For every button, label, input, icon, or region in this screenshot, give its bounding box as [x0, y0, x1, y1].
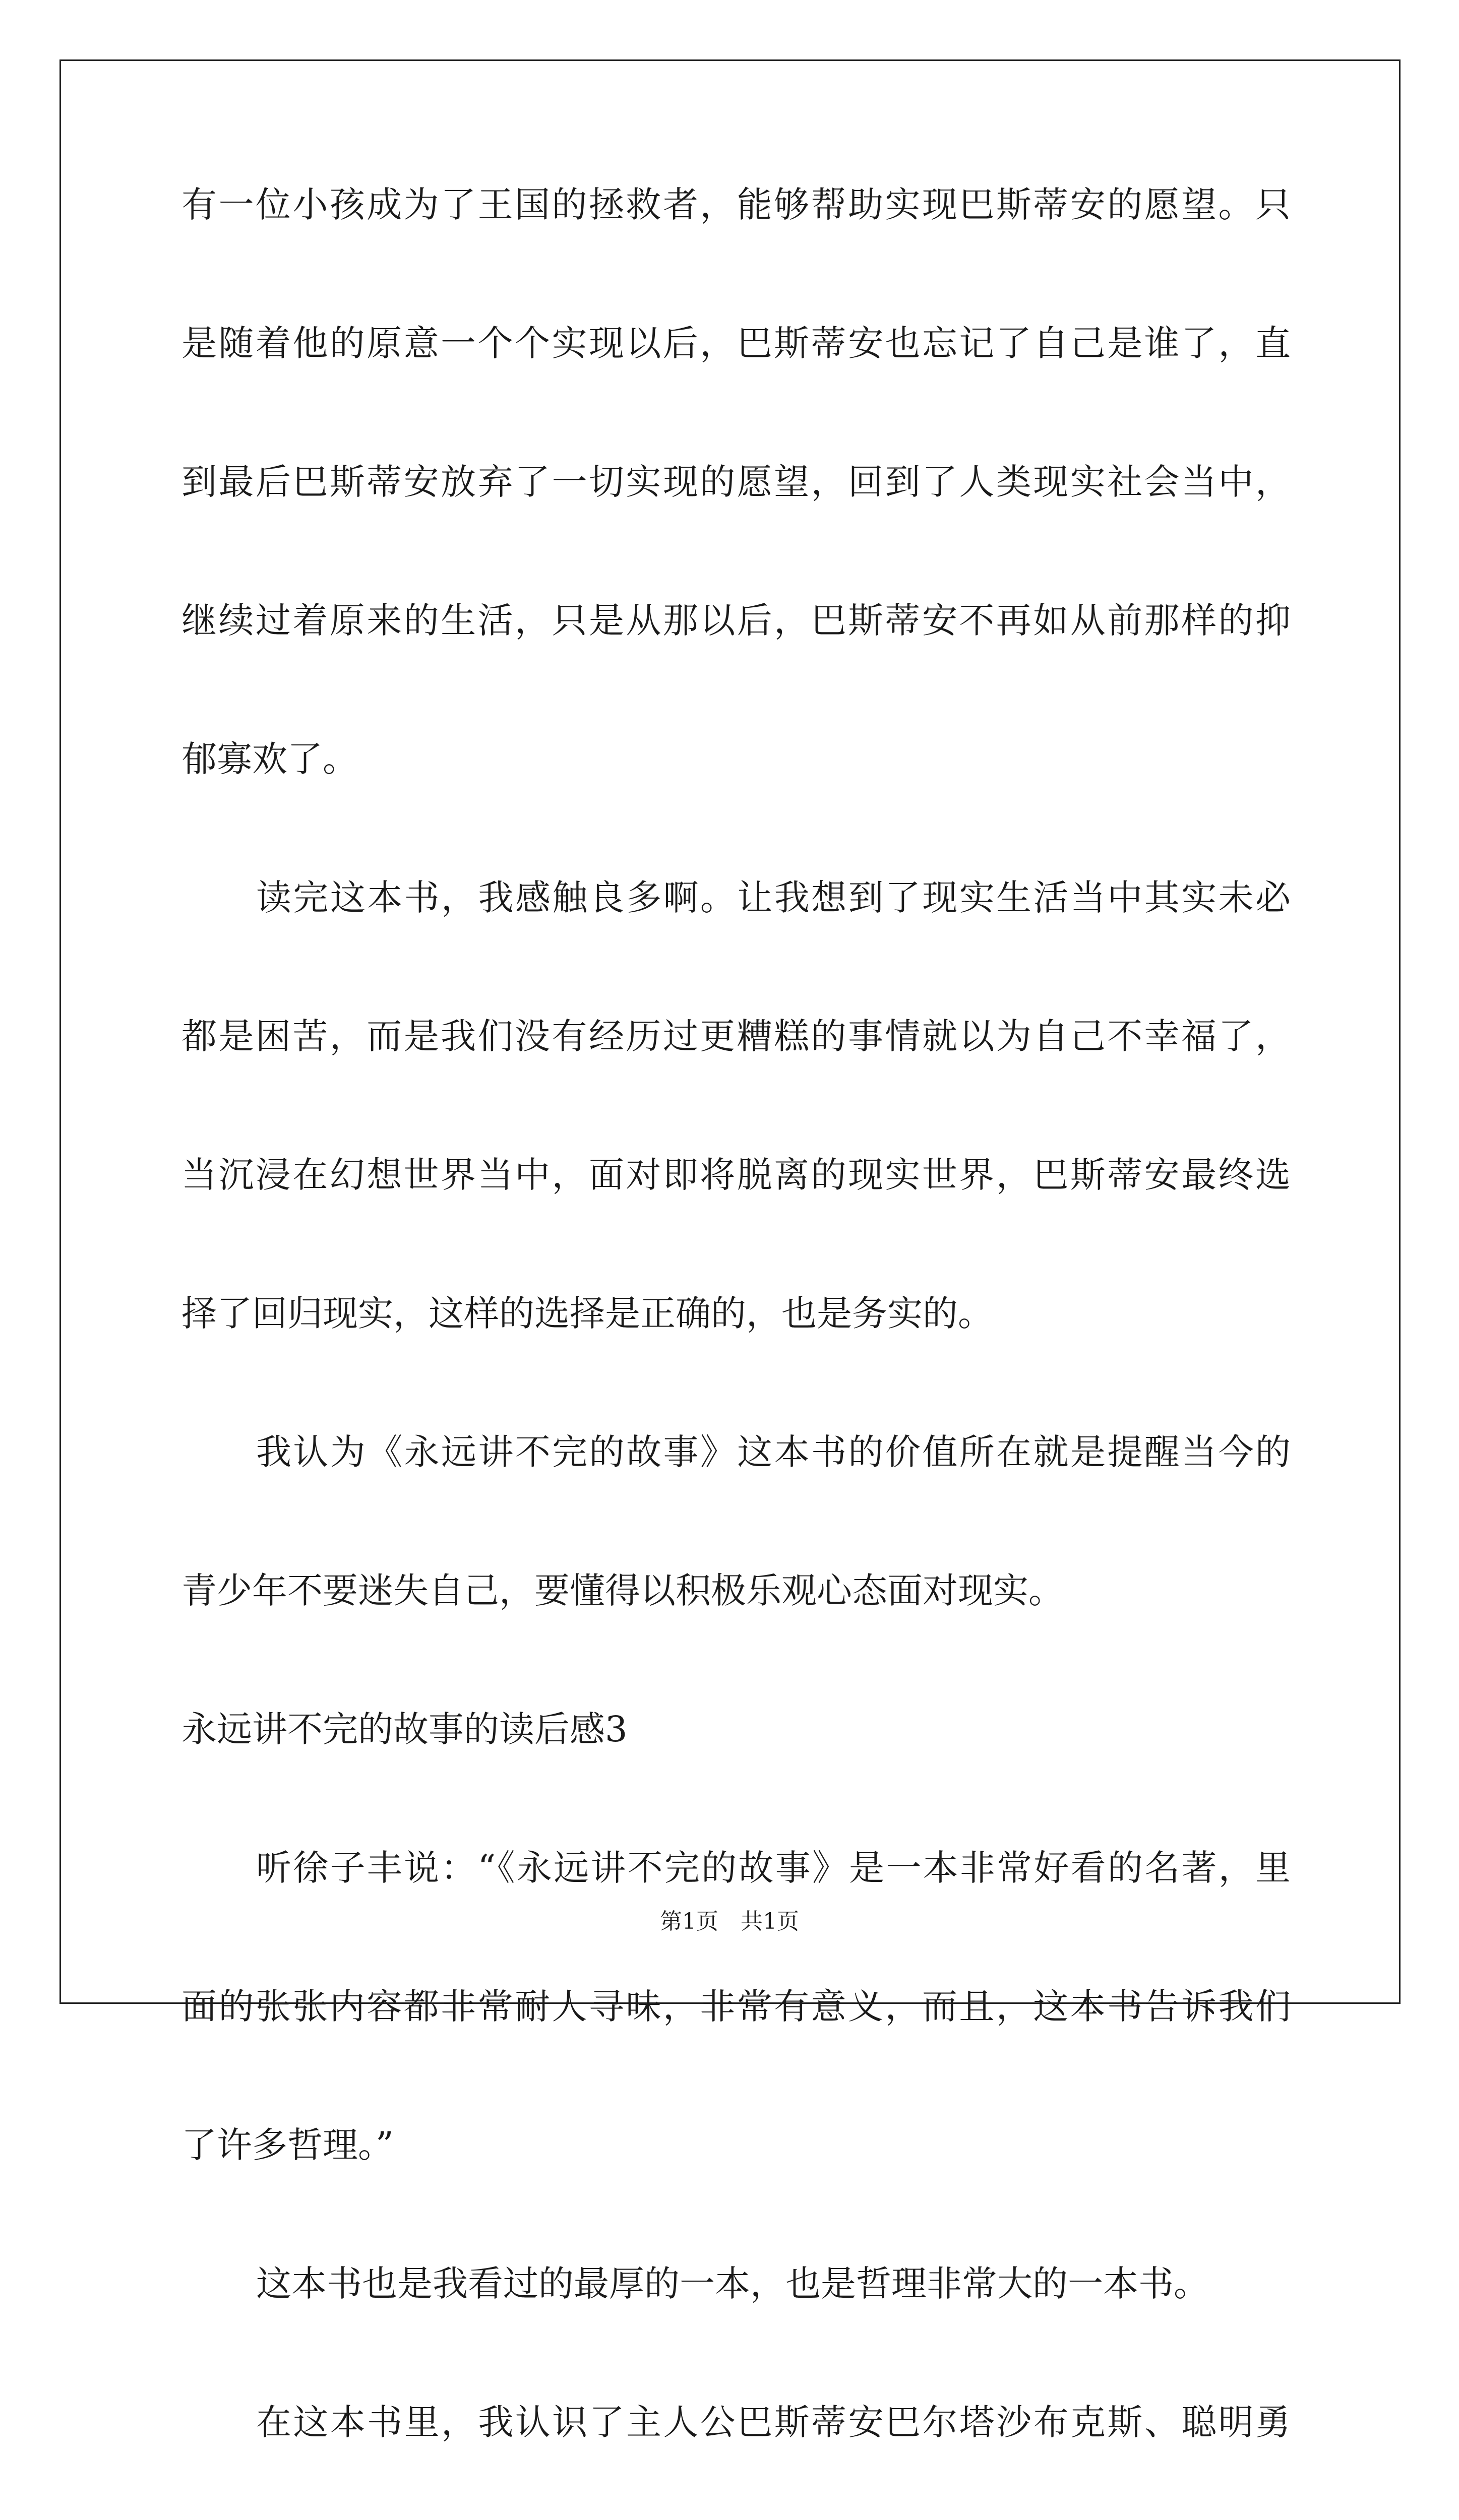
text-line: 继续过着原来的生活，只是从那以后，巴斯蒂安不再如从前那样的抑: [181, 600, 1291, 641]
paragraph-first-line: 听徐子丰说：“《永远讲不完的故事》是一本非常好看的名著，里: [256, 1847, 1291, 1888]
text-line: 郁寡欢了。: [181, 738, 358, 780]
page-footer: 第1页 共1页: [660, 1909, 799, 1934]
text-line: 都是困苦，而是我们没有经历过更糟糕的事情就以为自己不幸福了，: [181, 1016, 1291, 1057]
paragraph-first-line: 这本书也是我看过的最厚的一本，也是哲理非常大的一本书。: [256, 2263, 1209, 2304]
text-line: 青少年不要迷失自己，要懂得以积极乐观心态面对现实。: [181, 1570, 1064, 1611]
text-line: 当沉浸在幻想世界当中，面对即将脱离的现实世界，巴斯蒂安最终选: [181, 1154, 1291, 1195]
section-title: 永远讲不完的故事的读后感3: [181, 1709, 628, 1750]
paragraph-first-line: 在这本书里，我认识了主人公巴斯蒂安巴尔塔沙布克斯、聪明勇: [256, 2402, 1291, 2443]
paragraph-first-line: 我认为《永远讲不完的故事》这本书的价值所在就是提醒当今的: [256, 1431, 1291, 1473]
paragraph-first-line: 读完这本书，我感触良多啊。让我想到了现实生活当中其实未必: [256, 877, 1291, 918]
text-line: 面的张张内容都非常耐人寻味，非常有意义，而且，这本书告诉我们: [181, 1986, 1291, 2027]
text-line: 了许多哲理。”: [181, 2124, 394, 2166]
text-line: 是随着他的原意一个个实现以后，巴斯蒂安也忘记了自己是谁了，直: [181, 323, 1291, 364]
text-line: 择了回归现实，这样的选择是正确的，也是务实的。: [181, 1293, 993, 1334]
document-body: [181, 184, 1291, 2520]
text-line: 到最后巴斯蒂安放弃了一切实现的愿望，回到了人类现实社会当中，: [181, 461, 1291, 502]
text-line: 有一位小孩成为了王国的拯救者，能够帮助实现巴斯蒂安的愿望。只: [181, 184, 1291, 225]
